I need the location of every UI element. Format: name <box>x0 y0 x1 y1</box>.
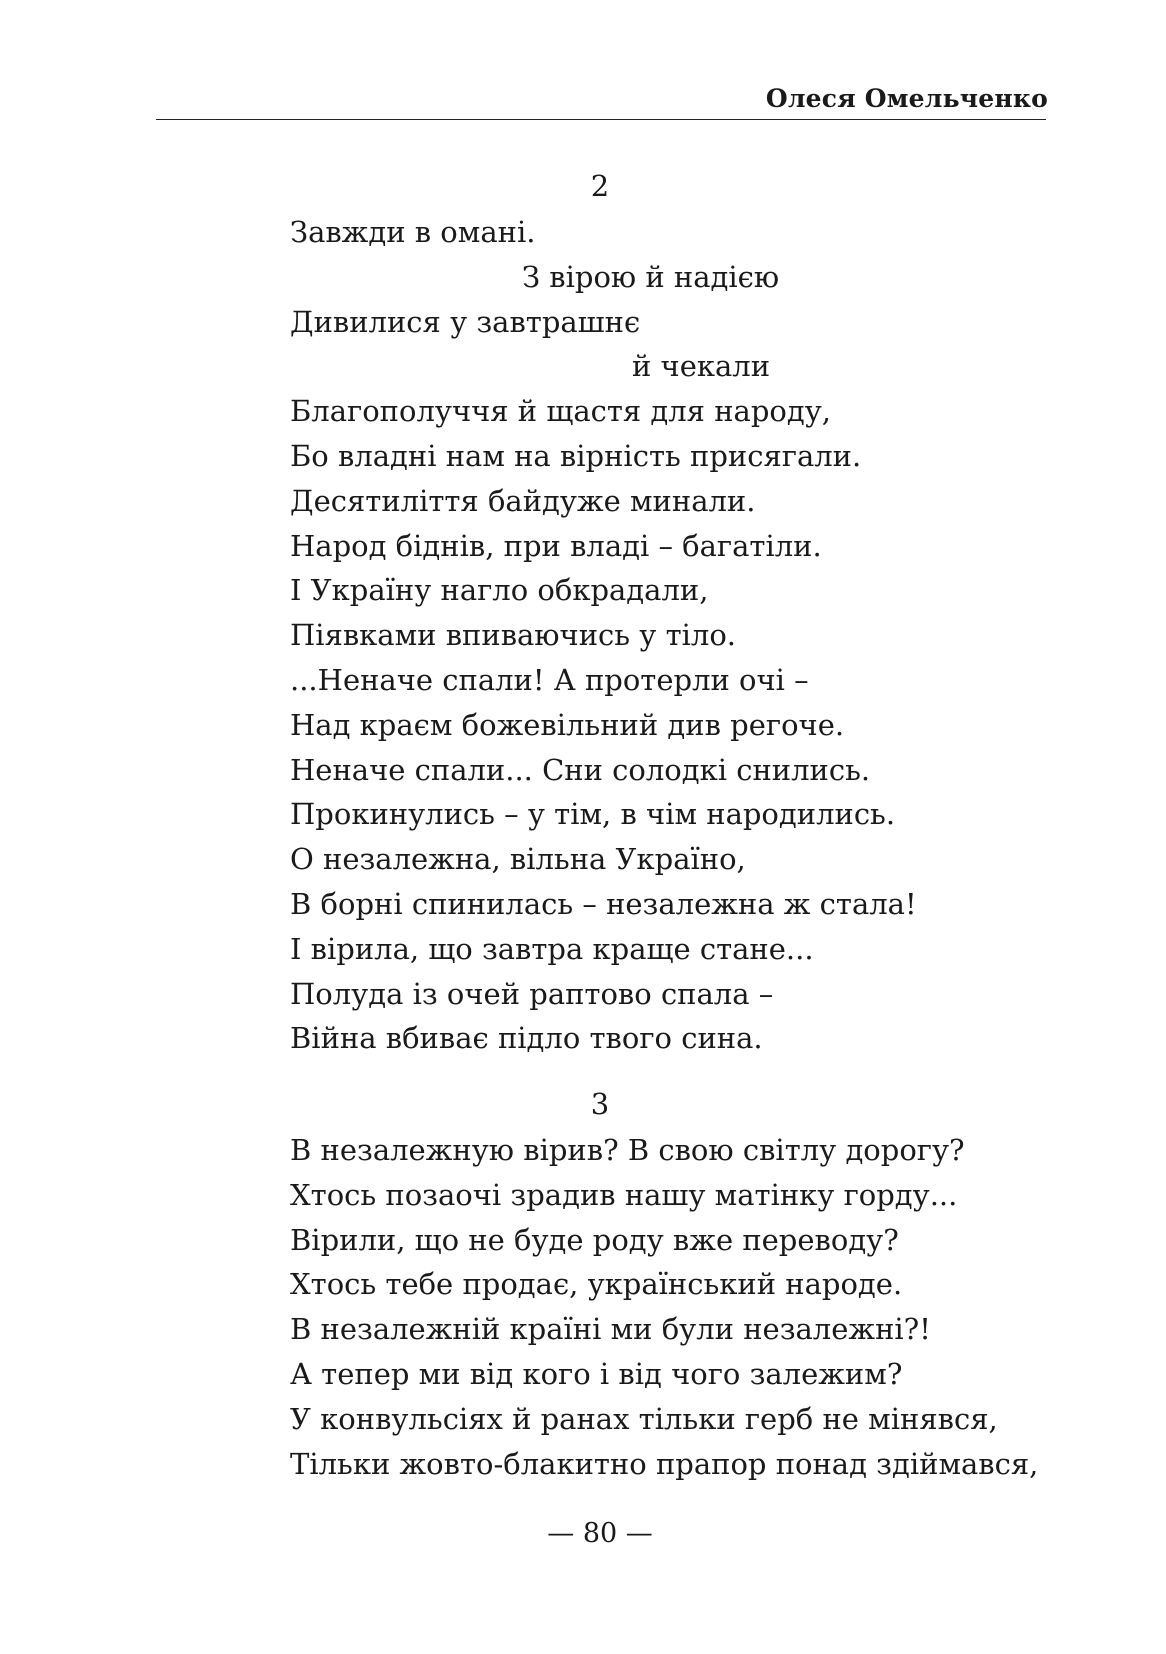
poem-section-2 <box>290 210 917 1061</box>
poem-line: А тепер ми від кого і від чого залежим? <box>290 1356 903 1391</box>
poem-line: Завжди в омані. <box>290 215 536 249</box>
poem-line: Над краєм божевільний див регоче. <box>290 707 845 742</box>
poem-line: Тільки жовто-блакитно прапор понад здіймався, <box>290 1446 1039 1481</box>
poem-line: й чекали <box>632 349 771 384</box>
poem-section-3 <box>290 1128 1038 1486</box>
poem-line: В незалежную вірив? В свою світлу дорогу? <box>290 1133 965 1167</box>
poem-line: Війна вбиває підло твого сина. <box>290 1021 763 1056</box>
page-number: — 80 — <box>547 1518 653 1549</box>
poem-line: Прокинулись – у тім, в чім народились. <box>290 797 896 832</box>
section-number-3: 3 <box>590 1087 610 1121</box>
poem-line: Неначе спали... Сни солодкі снились. <box>290 752 871 787</box>
poem-line: Благополуччя й щастя для народу, <box>290 394 831 429</box>
poem-line: З вірою й надією <box>522 259 780 294</box>
poem-line: Вірили, що не буде роду вже переводу? <box>290 1222 899 1257</box>
section-number-2: 2 <box>590 169 610 203</box>
poem-line: Хтось позаочі зрадив нашу матінку горду... <box>290 1177 958 1212</box>
poem-line: Дивилися у завтрашнє <box>290 304 641 339</box>
poem-line: В незалежній країні ми були незалежні?! <box>290 1312 931 1347</box>
poem-line: І вірила, що завтра краще стане... <box>290 931 814 966</box>
header-author: Олеся Омельченко <box>765 84 1048 113</box>
poem-line: О незалежна, вільна Україно, <box>290 842 746 877</box>
poem-line: Полуда із очей раптово спала – <box>290 976 774 1011</box>
poem-line: У конвульсіях й ранах тільки герб не мінявся, <box>290 1401 998 1436</box>
poem-line: В борні спинилась – незалежна ж стала! <box>290 886 917 921</box>
poem-line: Народ біднів, при владі – багатіли. <box>290 528 822 563</box>
poem-line: Десятиліття байдуже минали. <box>290 483 756 518</box>
poem-line: ...Неначе спали! А протерли очі – <box>290 662 809 697</box>
header-divider <box>156 119 1046 120</box>
poem-line: Бо владні нам на вірність присягали. <box>290 438 862 473</box>
poem-line: Хтось тебе продає, український народе. <box>290 1267 903 1302</box>
poem-line: Піявками впиваючись у тіло. <box>290 618 737 653</box>
poem-line: І Україну нагло обкрадали, <box>290 573 709 608</box>
